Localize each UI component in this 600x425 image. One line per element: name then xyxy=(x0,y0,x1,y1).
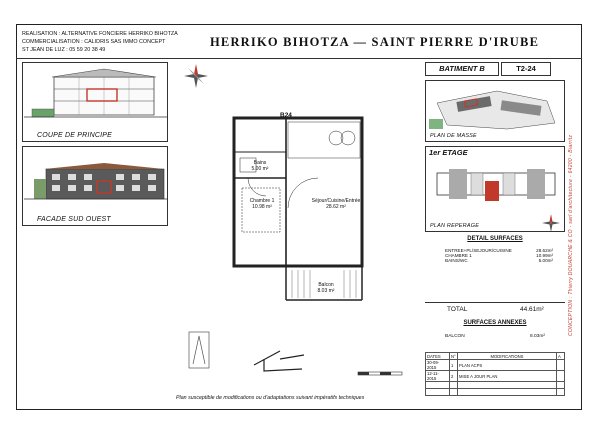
header-info xyxy=(22,30,192,54)
facade-caption: FACADE SUD OUEST xyxy=(37,216,111,223)
annexes-title: SURFACES ANNEXES xyxy=(463,320,527,326)
balcon-value: 8.03m² xyxy=(530,334,545,339)
surface-label: CHAMBRE 1 xyxy=(445,253,472,258)
room-bedroom-name: Chambre 1 xyxy=(249,198,275,204)
plan-masse-caption: PLAN DE MASSE xyxy=(430,133,477,139)
balcon-label: BALCON xyxy=(445,334,465,339)
mods-row xyxy=(426,382,565,389)
room-balcony xyxy=(306,282,346,294)
room-bedroom xyxy=(238,198,286,210)
mods-row xyxy=(426,371,565,382)
room-bath xyxy=(240,160,280,172)
mods-header-cell: N° xyxy=(451,353,456,359)
building-box: BATIMENT B xyxy=(425,62,499,76)
facade-drawing xyxy=(24,149,168,211)
compass-rose-icon xyxy=(182,62,210,90)
surface-row xyxy=(425,258,565,263)
section-drawing xyxy=(24,65,168,127)
commercialisation-text: COMMERCIALISATION : CALIDRIS SAS IMMO CONCEPT xyxy=(22,39,166,45)
mods-header-cell: A xyxy=(557,353,565,360)
floor-locator-drawing xyxy=(427,159,565,219)
surface-value: 10.99m² xyxy=(536,253,553,258)
architect-logo-icon xyxy=(185,330,215,380)
surfaces-detail xyxy=(425,236,565,263)
plan-masse-panel xyxy=(425,80,565,142)
total-value: 44.61m² xyxy=(520,306,544,313)
surface-value: 5.00m² xyxy=(538,258,553,263)
mods-header-cell: MODIFICATIONS xyxy=(458,353,557,360)
facade-panel xyxy=(22,146,168,226)
floor-plan xyxy=(228,108,378,318)
mods-cell: PLAN ACPS xyxy=(458,360,557,371)
plan-reperage-caption: PLAN REPERAGE xyxy=(430,223,480,229)
room-bedroom-area: 10.98 m² xyxy=(252,204,272,210)
realisation-text: REALISATION : ALTERNATIVE FONCIERE HERRIKO BIHOTZA xyxy=(22,31,178,37)
room-living-name: Séjour/Cuisine/Entrée xyxy=(311,198,361,204)
mods-row xyxy=(426,360,565,371)
mods-cell: 30-09-2015 xyxy=(426,360,450,371)
room-balcony-name: Balcon xyxy=(318,282,334,288)
room-bath-area: 5.00 m² xyxy=(251,166,269,172)
address-phone-text: ST JEAN DE LUZ : 05 59 20 38 49 xyxy=(22,47,106,53)
mods-cell: 12-11-2015 xyxy=(426,371,450,382)
unit-type-box: T2-24 xyxy=(501,62,551,76)
mods-header-row xyxy=(426,353,565,360)
mods-cell xyxy=(557,371,565,382)
surface-label: ENTREE+PL/SEJOUR/CUISINE xyxy=(445,248,512,253)
mods-cell: MISE A JOUR PLAN xyxy=(458,371,557,382)
total-label: TOTAL xyxy=(447,306,468,313)
room-living-area: 28.62 m² xyxy=(326,204,346,210)
compass-rose-small-icon xyxy=(540,212,562,234)
architect-side-text: CONCEPTION : Thierry DOUARCHE & CO - sarl d'architecture - 64200 - Biarritz xyxy=(568,134,574,336)
site-plan-drawing xyxy=(427,83,565,133)
section-panel xyxy=(22,62,168,142)
signature-drawing xyxy=(250,345,320,375)
room-living xyxy=(306,198,366,210)
mods-header-cell: DATES xyxy=(426,353,450,360)
surface-label: BAINS/WC xyxy=(445,258,468,263)
floor-label: 1er ETAGE xyxy=(429,148,468,157)
mods-cell: 2 xyxy=(450,371,458,382)
scale-bar xyxy=(356,368,406,380)
mods-row xyxy=(426,389,565,396)
room-balcony-area: 8.03 m² xyxy=(317,288,335,294)
total-rule xyxy=(425,302,565,303)
surfaces-title: DETAIL SURFACES xyxy=(467,236,523,242)
header-rule xyxy=(16,58,582,59)
project-title: HERRIKO BIHOTZA — SAINT PIERRE D'IRUBE xyxy=(210,35,540,49)
section-caption: COUPE DE PRINCIPE xyxy=(37,132,112,139)
plan-footer-note: Plan susceptible de modifications ou d'adaptations suivant impératifs techniques xyxy=(176,395,365,401)
mods-cell: 1 xyxy=(450,360,458,371)
room-bath-name: Bains xyxy=(253,160,267,166)
surface-value: 28.62m² xyxy=(536,248,553,253)
modifications-table xyxy=(425,352,565,396)
mods-cell xyxy=(557,360,565,371)
unit-label: B24 xyxy=(280,112,292,119)
